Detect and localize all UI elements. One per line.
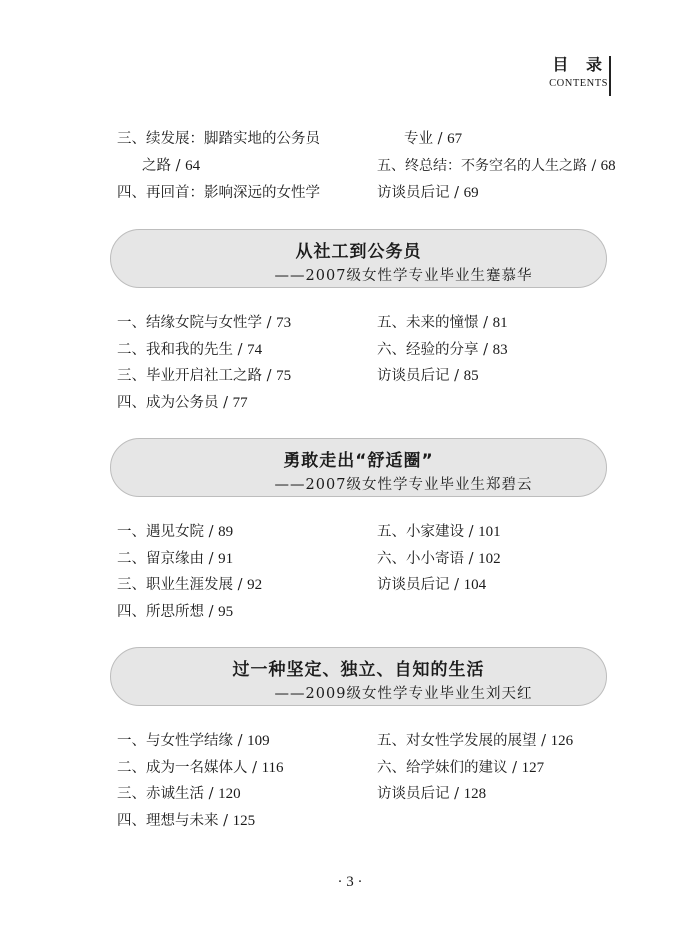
- toc-entry[interactable]: [117, 186, 320, 201]
- toc-entry-text: 六、给学妹们的建议 /: [377, 760, 517, 776]
- toc-entry-page: 75: [276, 368, 292, 384]
- running-header: [549, 52, 608, 89]
- toc-entry-page: 83: [492, 342, 508, 358]
- toc-entry-page: 120: [218, 786, 241, 802]
- toc-entry[interactable]: [117, 343, 262, 358]
- page-number: · 3 ·: [337, 874, 363, 890]
- toc-entry-text: 五、未来的憧憬 /: [377, 315, 488, 331]
- toc-entry-text: 四、再回首：影响深远的女性学: [117, 185, 320, 201]
- toc-entry-text: 二、留京缘由 /: [117, 551, 214, 567]
- toc-entry[interactable]: [377, 186, 479, 201]
- toc-entry-text: 六、小小寄语 /: [377, 551, 474, 567]
- toc-entry[interactable]: [117, 814, 255, 829]
- toc-entry[interactable]: [117, 525, 233, 540]
- toc-entry-text: 之路 /: [142, 158, 181, 174]
- toc-entry[interactable]: [117, 761, 284, 776]
- toc-entry-page: 127: [521, 760, 545, 776]
- toc-entry-page: 126: [550, 733, 574, 749]
- toc-entry[interactable]: [377, 159, 616, 174]
- toc-entry[interactable]: [377, 343, 508, 358]
- toc-entry-text: 访谈员后记 /: [377, 786, 459, 802]
- toc-entry[interactable]: [117, 132, 320, 147]
- toc-entry[interactable]: [377, 761, 544, 776]
- toc-entry-page: 69: [463, 185, 479, 201]
- chapter-banner: [110, 438, 607, 497]
- toc-entry-text: 三、职业生涯发展 /: [117, 577, 243, 593]
- toc-entry-page: 102: [478, 551, 501, 567]
- toc-entry[interactable]: [377, 787, 486, 802]
- header-subtitle: CONTENTS: [549, 78, 608, 89]
- chapter-subtitle: ——2009级女性学专业毕业生刘天红: [274, 686, 533, 702]
- toc-entry-page: 68: [600, 158, 616, 174]
- toc-entry-page: 64: [185, 158, 201, 174]
- toc-entry-page: 128: [463, 786, 487, 802]
- toc-entry-text: 四、成为公务员 /: [117, 395, 228, 411]
- toc-entry-page: 73: [276, 315, 292, 331]
- toc-entry-text: 一、结缘女院与女性学 /: [117, 315, 272, 331]
- chapter-subtitle: ——2007级女性学专业毕业生郑碧云: [274, 477, 533, 493]
- toc-entry-page: 81: [492, 315, 508, 331]
- header-vertical-rule: [609, 56, 611, 96]
- chapter-title: 勇敢走出“舒适圈”: [283, 451, 434, 471]
- toc-entry[interactable]: [377, 552, 501, 567]
- toc-entry[interactable]: [117, 369, 291, 384]
- toc-entry-text: 六、经验的分享 /: [377, 342, 488, 358]
- toc-entry[interactable]: [377, 734, 573, 749]
- toc-entry-text: 三、赤诚生活 /: [117, 786, 214, 802]
- toc-entry-text: 一、遇见女院 /: [117, 524, 214, 540]
- toc-entry-page: 67: [447, 131, 463, 147]
- toc-entry-page: 125: [232, 813, 256, 829]
- toc-entry-page: 101: [478, 524, 501, 540]
- chapter-title: 从社工到公务员: [295, 242, 422, 262]
- toc-entry-page: 109: [247, 733, 270, 749]
- chapter-banner: [110, 229, 607, 288]
- toc-entry[interactable]: [117, 605, 233, 620]
- chapter-subtitle: ——2007级女性学专业毕业生蹇慕华: [274, 268, 533, 284]
- toc-entry-text: 四、所思所想 /: [117, 604, 214, 620]
- toc-entry-text: 五、小家建设 /: [377, 524, 474, 540]
- toc-entry[interactable]: [377, 316, 508, 331]
- toc-entry-page: 74: [247, 342, 263, 358]
- toc-entry[interactable]: [117, 396, 248, 411]
- toc-entry[interactable]: [377, 525, 501, 540]
- toc-entry[interactable]: [117, 734, 270, 749]
- toc-entry[interactable]: [117, 787, 241, 802]
- toc-entry-page: 85: [463, 368, 479, 384]
- toc-entry-page: 116: [261, 760, 284, 776]
- toc-entry-page: 77: [232, 395, 248, 411]
- toc-entry-text: 三、续发展：脚踏实地的公务员: [117, 131, 320, 147]
- toc-entry-page: 95: [218, 604, 234, 620]
- toc-entry-page: 89: [218, 524, 234, 540]
- toc-entry-text: 访谈员后记 /: [377, 368, 459, 384]
- toc-entry[interactable]: [117, 552, 233, 567]
- toc-entry[interactable]: [377, 369, 479, 384]
- toc-entry-page: 91: [218, 551, 234, 567]
- toc-entry-text: 五、对女性学发展的展望 /: [377, 733, 546, 749]
- toc-entry-text: 二、我和我的先生 /: [117, 342, 243, 358]
- toc-entry-text: 访谈员后记 /: [377, 185, 459, 201]
- toc-entry[interactable]: [117, 578, 262, 593]
- toc-entry-page: 104: [463, 577, 487, 593]
- toc-entry-text: 三、毕业开启社工之路 /: [117, 368, 272, 384]
- chapter-banner: [110, 647, 607, 706]
- toc-entry[interactable]: [377, 578, 486, 593]
- toc-entry-text: 专业 /: [404, 131, 443, 147]
- toc-entry-text: 一、与女性学结缘 /: [117, 733, 243, 749]
- toc-entry-text: 四、理想与未来 /: [117, 813, 228, 829]
- toc-entry[interactable]: [404, 132, 462, 147]
- header-title: 目 录: [552, 55, 608, 74]
- toc-entry[interactable]: [142, 159, 200, 174]
- toc-entry-text: 二、成为一名媒体人 /: [117, 760, 257, 776]
- toc-entry-page: 92: [247, 577, 263, 593]
- toc-entry[interactable]: [117, 316, 291, 331]
- toc-entry-text: 访谈员后记 /: [377, 577, 459, 593]
- toc-entry-text: 五、终总结：不务空名的人生之路 /: [377, 158, 597, 174]
- chapter-title: 过一种坚定、独立、自知的生活: [232, 660, 485, 680]
